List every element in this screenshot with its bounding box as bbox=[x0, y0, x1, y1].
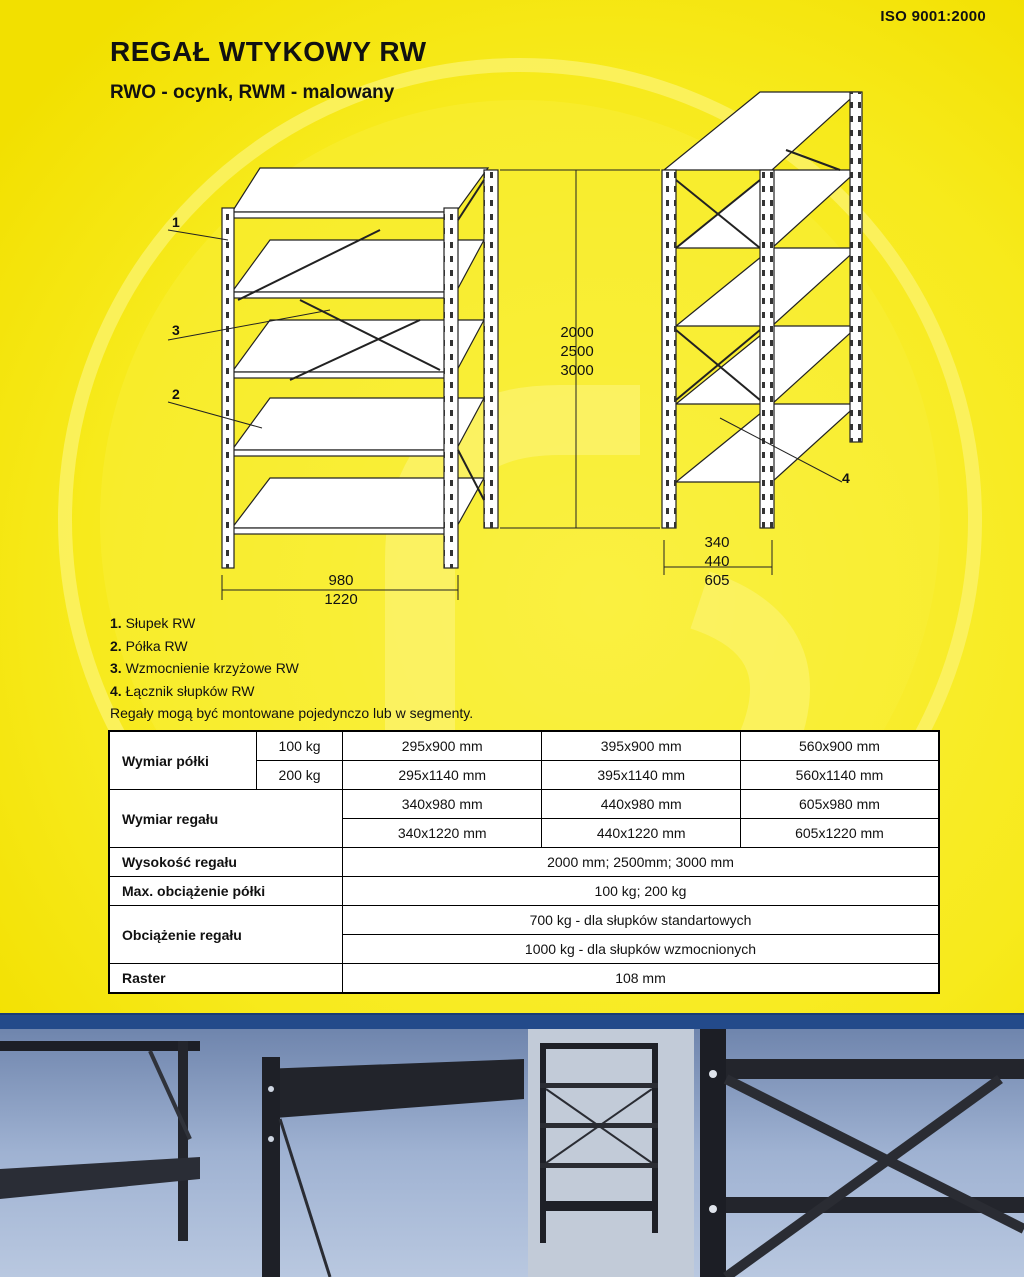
page-subtitle: RWO - ocynk, RWM - malowany bbox=[110, 82, 395, 103]
side-view-rack bbox=[662, 92, 862, 528]
depth-dim-605: 605 bbox=[704, 572, 730, 589]
callout-4: 4 bbox=[842, 470, 850, 486]
table-row bbox=[109, 906, 939, 935]
row-label-height: Wysokość regału bbox=[109, 848, 342, 877]
load-100: 100 kg bbox=[257, 731, 343, 761]
legend-item: 3. Wzmocnienie krzyżowe RW bbox=[110, 660, 299, 676]
callout-1: 1 bbox=[172, 214, 180, 230]
photo-3 bbox=[528, 1029, 694, 1277]
page-title: REGAŁ WTYKOWY RW bbox=[110, 36, 427, 67]
row-label-rack-load: Obciążenie regału bbox=[109, 906, 342, 964]
row-label-shelf-size: Wymiar półki bbox=[109, 731, 257, 790]
table-row bbox=[109, 877, 939, 906]
table-cell: 440x1220 mm bbox=[542, 819, 741, 848]
table-cell: 108 mm bbox=[342, 964, 939, 994]
height-dim-3000: 3000 bbox=[560, 362, 594, 379]
photo-2 bbox=[228, 1029, 528, 1277]
callout-3: 3 bbox=[172, 322, 180, 338]
photo-1 bbox=[0, 1029, 228, 1277]
table-cell: 340x1220 mm bbox=[342, 819, 541, 848]
width-dim-980: 980 bbox=[328, 572, 354, 589]
table-cell: 100 kg; 200 kg bbox=[342, 877, 939, 906]
table-cell: 560x900 mm bbox=[740, 731, 939, 761]
product-photos bbox=[0, 1029, 1024, 1277]
table-cell: 1000 kg - dla słupków wzmocnionych bbox=[342, 935, 939, 964]
legend-item: 1. Słupek RW bbox=[110, 615, 196, 631]
table-cell: 395x900 mm bbox=[542, 731, 741, 761]
callout-2: 2 bbox=[172, 386, 180, 402]
height-dim-2000: 2000 bbox=[560, 324, 594, 341]
table-cell: 700 kg - dla słupków standartowych bbox=[342, 906, 939, 935]
table-cell: 560x1140 mm bbox=[740, 761, 939, 790]
height-dim-2500: 2500 bbox=[560, 343, 594, 360]
depth-dim-440: 440 bbox=[704, 553, 730, 570]
spec-table bbox=[108, 730, 940, 994]
load-200: 200 kg bbox=[257, 761, 343, 790]
photo-4 bbox=[694, 1029, 1024, 1277]
table-row bbox=[109, 964, 939, 994]
iso-badge: ISO 9001:2000 bbox=[880, 8, 986, 25]
legend-item: 4. Łącznik słupków RW bbox=[110, 682, 255, 699]
table-cell: 295x1140 mm bbox=[342, 761, 541, 790]
row-label-raster: Raster bbox=[109, 964, 342, 994]
table-row bbox=[109, 731, 939, 761]
depth-dimensions bbox=[692, 533, 742, 590]
width-dim-1220: 1220 bbox=[324, 591, 358, 608]
legend-item: 2. Półka RW bbox=[110, 637, 188, 654]
width-dimensions bbox=[316, 571, 366, 609]
legend-note: Regały mogą być montowane pojedynczo lub w segmenty. bbox=[110, 705, 474, 721]
table-cell: 395x1140 mm bbox=[542, 761, 741, 790]
parts-legend bbox=[110, 612, 473, 725]
shelf-drawings bbox=[0, 0, 1024, 610]
table-cell: 340x980 mm bbox=[342, 790, 541, 819]
table-cell: 2000 mm; 2500mm; 3000 mm bbox=[342, 848, 939, 877]
table-cell: 440x980 mm bbox=[542, 790, 741, 819]
table-cell: 295x900 mm bbox=[342, 731, 541, 761]
front-view-rack bbox=[222, 168, 498, 568]
row-label-rack-size: Wymiar regału bbox=[109, 790, 342, 848]
height-dimensions bbox=[552, 323, 602, 380]
row-label-max-load: Max. obciążenie półki bbox=[109, 877, 342, 906]
table-row bbox=[109, 848, 939, 877]
table-row bbox=[109, 790, 939, 819]
table-cell: 605x1220 mm bbox=[740, 819, 939, 848]
table-cell: 605x980 mm bbox=[740, 790, 939, 819]
depth-dim-340: 340 bbox=[704, 534, 730, 551]
